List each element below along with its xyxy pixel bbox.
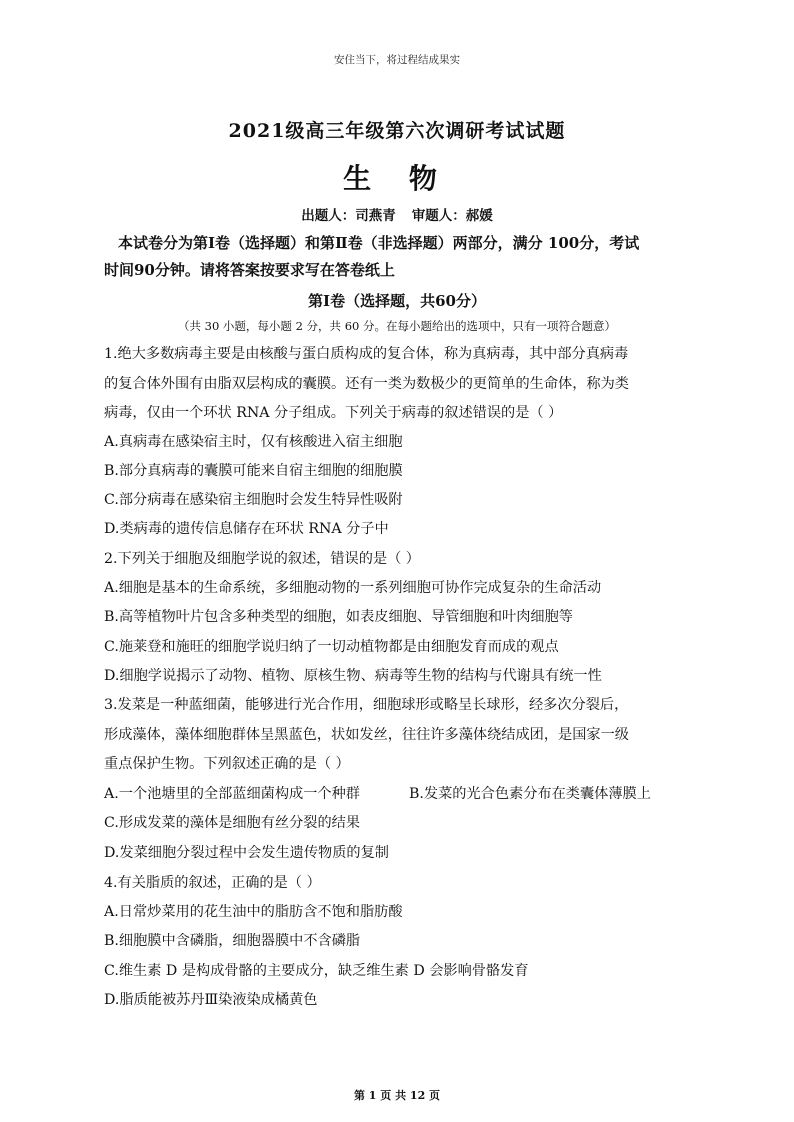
q1-option-d: D.类病毒的遗传信息储存在环状 RNA 分子中 <box>104 521 389 537</box>
section-instructions: （共 30 小题，每小题 2 分，共 60 分。在每小题给出的选项中，只有一项符合题意） <box>177 319 616 333</box>
q1-option-c: C.部分病毒在感染宿主细胞时会发生特异性吸附 <box>104 492 403 508</box>
q3-stem-line-2: 形成藻体，藻体细胞群体呈黑蓝色，状如发丝，往往许多藻体绕结成团，是国家一级 <box>104 727 629 743</box>
q4-option-c: C.维生素 D 是构成骨骼的主要成分，缺乏维生素 D 会影响骨骼发育 <box>104 963 529 979</box>
q3-option-c: C.形成发菜的藻体是细胞有丝分裂的结果 <box>104 815 361 831</box>
reviewer: 审题人：郝媛 <box>411 208 493 224</box>
q3-option-a: A.一个池塘里的全部蓝细菌构成一个种群 <box>104 786 360 802</box>
section-title: 第Ⅰ卷（选择题，共60分） <box>308 292 486 310</box>
page-number: 第 1 页 共 12 页 <box>353 1089 441 1102</box>
q2-option-c: C.施莱登和施旺的细胞学说归纳了一切动植物都是由细胞发育而成的观点 <box>104 639 559 655</box>
q2-option-b: B.高等植物叶片包含多种类型的细胞，如表皮细胞、导管细胞和叶肉细胞等 <box>104 609 573 625</box>
q3-option-d: D.发菜细胞分裂过程中会发生遗传物质的复制 <box>104 845 389 861</box>
question-setter: 出题人：司燕青 <box>301 208 396 224</box>
subject-title: 生 物 <box>343 162 451 195</box>
q1-stem-line-3: 病毒，仅由一个环状 RNA 分子组成。下列关于病毒的叙述错误的是（ ） <box>104 405 563 421</box>
exam-title: 2021级高三年级第六次调研考试试题 <box>228 120 566 142</box>
q1-stem-line-1: 1.绝大多数病毒主要是由核酸与蛋白质构成的复合体，称为真病毒，其中部分真病毒 <box>104 346 629 362</box>
q4-option-b: B.细胞膜中含磷脂，细胞器膜中不含磷脂 <box>104 933 361 949</box>
q1-option-b: B.部分真病毒的囊膜可能来自宿主细胞的细胞膜 <box>104 463 403 479</box>
q1-stem-line-2: 的复合体外围有由脂双层构成的囊膜。还有一类为数极少的更简单的生命体，称为类 <box>104 376 629 392</box>
q3-option-b: B.发菜的光合色素分布在类囊体薄膜上 <box>409 786 651 802</box>
q3-stem-line-1: 3.发菜是一种蓝细菌，能够进行光合作用，细胞球形或略呈长球形，经多次分裂后， <box>104 697 629 713</box>
q2-option-a: A.细胞是基本的生命系统，多细胞动物的一系列细胞可协作完成复杂的生命活动 <box>104 580 602 596</box>
intro-line-1: 本试卷分为第Ⅰ卷（选择题）和第Ⅱ卷（非选择题）两部分，满分 100分，考试 <box>118 234 640 252</box>
q4-option-d: D.脂质能被苏丹Ⅲ染液染成橘黄色 <box>104 992 318 1008</box>
q1-option-a: A.真病毒在感染宿主时，仅有核酸进入宿主细胞 <box>104 434 403 450</box>
q3-stem-line-3: 重点保护生物。下列叙述正确的是（ ） <box>104 756 350 772</box>
q2-option-d: D.细胞学说揭示了动物、植物、原核生物、病毒等生物的结构与代谢具有统一性 <box>104 668 602 684</box>
q4-stem: 4.有关脂质的叙述，正确的是（ ） <box>104 875 321 891</box>
q4-option-a: A.日常炒菜用的花生油中的脂肪含不饱和脂肪酸 <box>104 904 403 920</box>
intro-line-2: 时间90分钟。请将答案按要求写在答卷纸上 <box>104 261 395 279</box>
authors-line <box>0 204 794 224</box>
q2-stem: 2.下列关于细胞及细胞学说的叙述，错误的是（ ） <box>104 551 420 567</box>
page-header-motto: 安住当下，将过程结成果实 <box>334 54 460 66</box>
